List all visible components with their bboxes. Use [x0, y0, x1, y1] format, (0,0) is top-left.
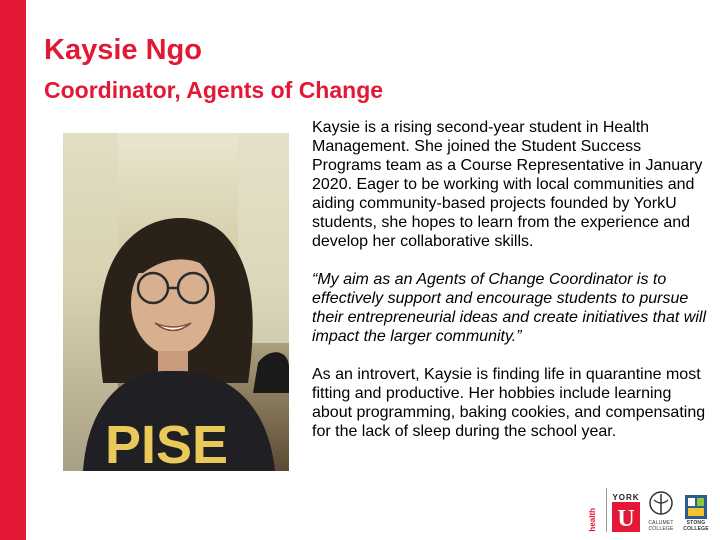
bio-text-block: [312, 118, 707, 460]
stong-college-logo: [682, 494, 710, 532]
footer-logos: [588, 488, 710, 532]
calumet-emblem-icon: [648, 490, 674, 520]
footer-divider: [606, 488, 607, 532]
left-accent-bar: [0, 0, 26, 540]
york-u-icon: [612, 502, 640, 532]
bio-quote: “My aim as an Agents of Change Coordinator is to effectively support and encourage students to pursue their entrepreneurial ideas and create initiatives that will impact the larger community.”: [312, 271, 706, 345]
york-logo-text: YORK: [612, 493, 640, 502]
stong-label: STONG COLLEGE: [683, 520, 709, 532]
stong-shield-icon: [684, 494, 708, 520]
calumet-college-logo: [645, 490, 677, 532]
bio-paragraph-hobbies: As an introvert, Kaysie is finding life in quarantine most fitting and productive. Her hobbies include learning about programming, baking cookies, and compensating for the lack of sleep during the school year.: [312, 366, 706, 440]
york-university-logo: [612, 493, 640, 532]
shirt-text: PISE: [105, 415, 229, 471]
calumet-label: CALUMET COLLEGE: [648, 520, 674, 532]
page-title: Kaysie Ngo: [44, 34, 202, 66]
health-label: health: [588, 508, 597, 532]
page-subtitle: Coordinator, Agents of Change: [44, 77, 384, 103]
bio-paragraph-intro: Kaysie is a rising second-year student in Health Management. She joined the Student Success Programs team as a Course Representative in January 2020. Eager to be working with local communities and aiding community-based projects founded by YorkU students, she hopes to learn from the experience and develop her collaborative skills.: [312, 119, 703, 250]
profile-photo: [63, 133, 289, 471]
svg-text:U: U: [617, 506, 635, 532]
